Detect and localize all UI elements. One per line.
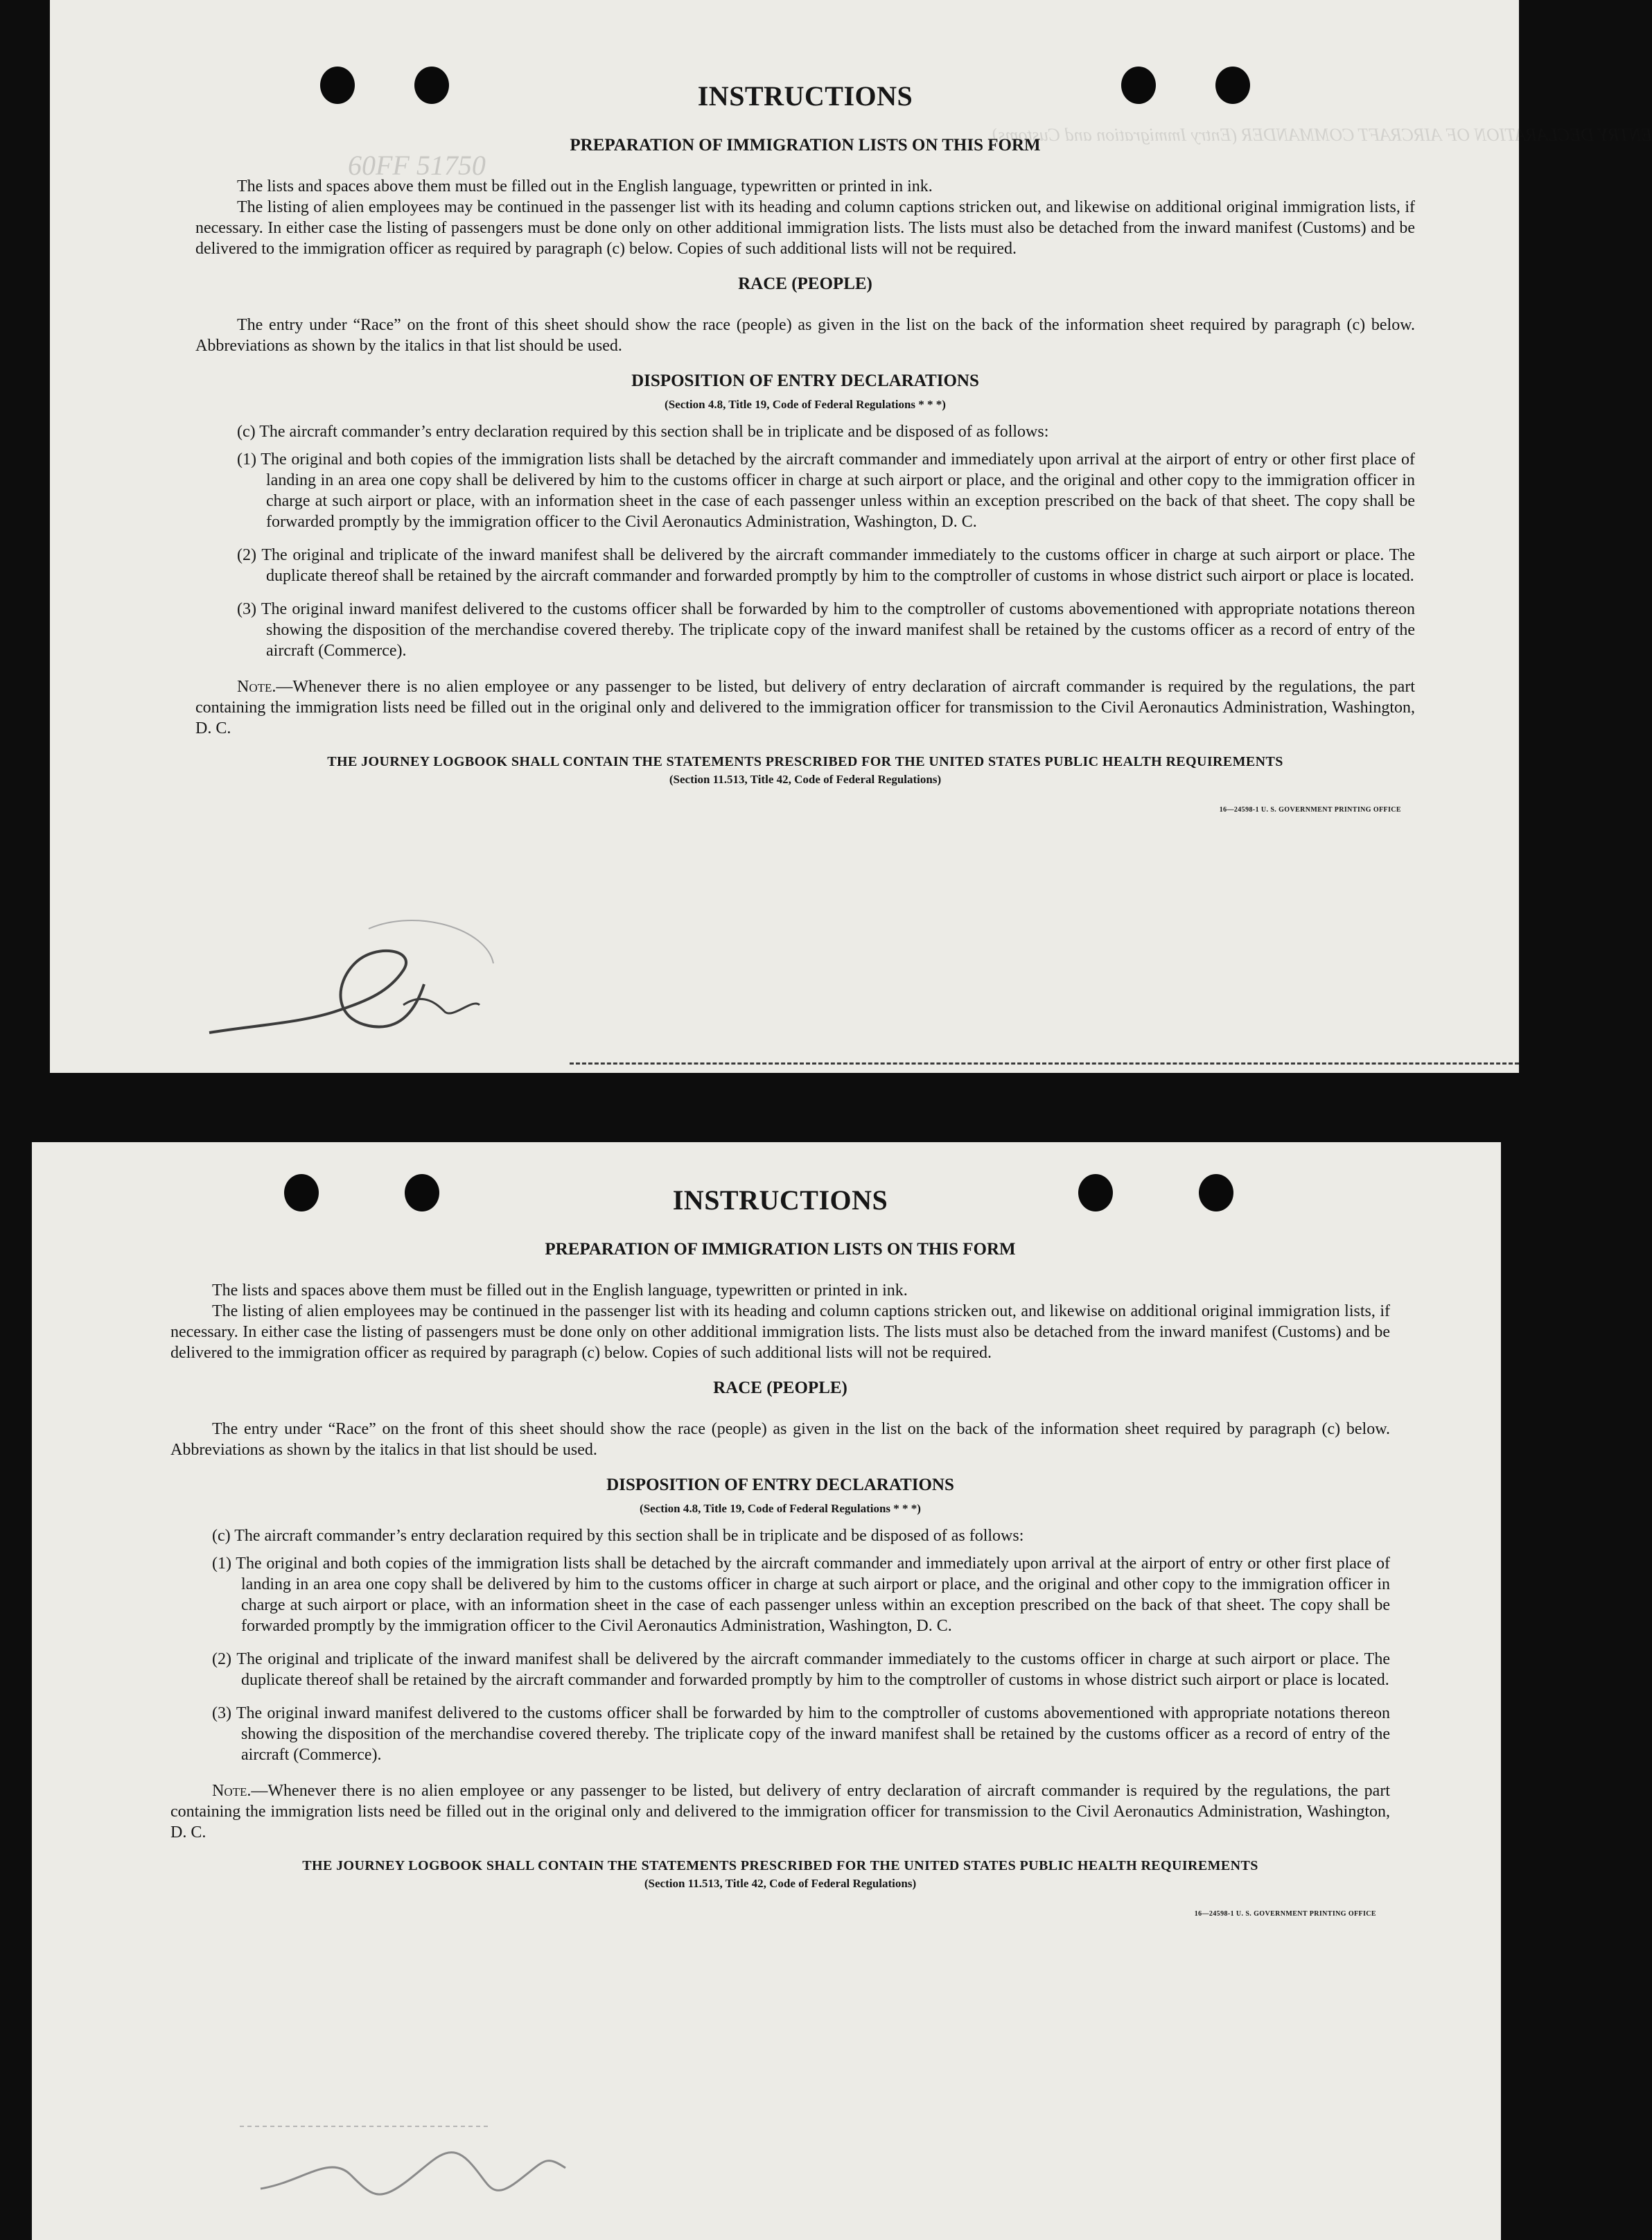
list-item: (2) The original and triplicate of the inward manifest shall be delivered by the aircraft commander immediately to the customs officer in charge at such airport or place. The duplicate thereof shall be retained by the aircraft commander and forwarded promptly by him to the comptroller of customs in whose district such airport or place is located. [212, 1650, 1390, 1689]
section-heading-disposition: DISPOSITION OF ENTRY DECLARATIONS [631, 371, 979, 390]
list-item: (1) The original and both copies of the immigration lists shall be detached by the aircraft commander and immediately upon arrival at the airport of entry or other first place of landing in an area one copy shall be delivered by him to the customs officer in charge at such airport or place, and the original and other copy to the immigration officer in charge at such airport or place, with an information sheet in the case of each passenger unless within an exception prescribed on the back of that sheet. The copy shall be forwarded promptly by the immigration officer to the Civil Aeronautics Administration, Washington, D. C. [237, 450, 1415, 531]
journey-statement: THE JOURNEY LOGBOOK SHALL CONTAIN THE STATEMENTS PRESCRIBED FOR THE UNITED STATES PUBLIC HEALTH REQUIREMENTS [327, 754, 1283, 769]
section-heading-race: RACE (PEOPLE) [713, 1379, 847, 1397]
list-item: (3) The original inward manifest delivered to the customs officer shall be forwarded by him to the comptroller of customs abovementioned with appropriate notations thereon showing the disposition of the merchandise covered thereby. The triplicate copy of the inward manifest shall be retained by the customs officer as a record of entry of the aircraft (Commerce). [237, 600, 1415, 660]
show-through-handwriting: 60FF 51750 [348, 150, 486, 181]
citation: (Section 11.513, Title 42, Code of Federal Regulations) [669, 773, 942, 786]
note-paragraph [195, 676, 1415, 739]
printer-imprint: 16—24598-1 U. S. GOVERNMENT PRINTING OFFICE [1194, 1910, 1376, 1918]
instruction-sheet-top [50, 0, 1652, 1073]
note-label: Note. [237, 678, 276, 696]
note-paragraph [170, 1780, 1390, 1843]
paragraph: The listing of alien employees may be continued in the passenger list with its heading and column captions stricken out, and likewise on additional original immigration lists, if necessary. In either case the listing of passengers must be done only on other additional immigration lists. The lists must also be detached from the inward manifest (Customs) and be delivered to the immigration officer as required by paragraph (c) below. Copies of such additional lists will not be required. [195, 198, 1415, 258]
section-heading-preparation: PREPARATION OF IMMIGRATION LISTS ON THIS FORM [545, 1240, 1016, 1259]
handwritten-signature [240, 2112, 628, 2216]
citation: (Section 4.8, Title 19, Code of Federal Regulations * * *) [665, 398, 946, 411]
journey-statement: THE JOURNEY LOGBOOK SHALL CONTAIN THE STATEMENTS PRESCRIBED FOR THE UNITED STATES PUBLIC HEALTH REQUIREMENTS [302, 1858, 1258, 1873]
show-through-text: ENTRY DECLARATION OF AIRCRAFT COMMANDER (Entry Immigration and Customs) [992, 125, 1652, 145]
citation: (Section 4.8, Title 19, Code of Federal Regulations * * *) [640, 1502, 921, 1515]
paragraph: The entry under “Race” on the front of this sheet should show the race (people) as given in the list on the back of the information sheet required by paragraph (c) below. Abbreviations as shown by the italics in that list should be used. [170, 1420, 1390, 1459]
list-item: (3) The original inward manifest delivered to the customs officer shall be forwarded by him to the comptroller of customs abovementioned with appropriate notations thereon showing the disposition of the merchandise covered thereby. The triplicate copy of the inward manifest shall be retained by the customs officer as a record of entry of the aircraft (Commerce). [212, 1704, 1390, 1764]
section-heading-race: RACE (PEOPLE) [738, 274, 872, 293]
note-text: —Whenever there is no alien employee or any passenger to be listed, but delivery of entry declaration of aircraft commander is required by the regulations, the part containing the immigration lists need be filled out in the original only and delivered to the immigration officer for transmission to the Civil Aeronautics Administration, Washington, D. C. [170, 1782, 1390, 1841]
section-heading-disposition: DISPOSITION OF ENTRY DECLARATIONS [606, 1476, 954, 1494]
citation: (Section 11.513, Title 42, Code of Federal Regulations) [644, 1877, 917, 1890]
section-heading-preparation: PREPARATION OF IMMIGRATION LISTS ON THIS FORM [570, 136, 1041, 155]
paragraph: The lists and spaces above them must be filled out in the English language, typewritten or printed in ink. [237, 177, 933, 195]
list-item: (2) The original and triplicate of the inward manifest shall be delivered by the aircraft commander immediately to the customs officer in charge at such airport or place. The duplicate thereof shall be retained by the aircraft commander and forwarded promptly by him to the comptroller of customs in whose district such airport or place is located. [237, 546, 1415, 585]
paragraph: The listing of alien employees may be continued in the passenger list with its heading and column captions stricken out, and likewise on additional original immigration lists, if necessary. In either case the listing of passengers must be done only on other additional immigration lists. The lists must also be detached from the inward manifest (Customs) and be delivered to the immigration officer as required by paragraph (c) below. Copies of such additional lists will not be required. [170, 1302, 1390, 1362]
page-title: INSTRUCTIONS [697, 80, 913, 112]
paragraph: (c) The aircraft commander’s entry declaration required by this section shall be in triplicate and be disposed of as follows: [237, 423, 1049, 441]
note-text: —Whenever there is no alien employee or any passenger to be listed, but delivery of entry declaration of aircraft commander is required by the regulations, the part containing the immigration lists need be filled out in the original only and delivered to the immigration officer for transmission to the Civil Aeronautics Administration, Washington, D. C. [195, 678, 1415, 737]
printer-imprint: 16—24598-1 U. S. GOVERNMENT PRINTING OFFICE [1219, 806, 1401, 814]
page-title: INSTRUCTIONS [672, 1184, 888, 1216]
note-label: Note. [212, 1782, 252, 1800]
paragraph: The lists and spaces above them must be filled out in the English language, typewritten or printed in ink. [212, 1281, 908, 1300]
instructions-body [195, 80, 1415, 814]
paragraph: The entry under “Race” on the front of this sheet should show the race (people) as given in the list on the back of the information sheet required by paragraph (c) below. Abbreviations as shown by the italics in that list should be used. [195, 316, 1415, 355]
list-item: (1) The original and both copies of the immigration lists shall be detached by the aircraft commander and immediately upon arrival at the airport of entry or other first place of landing in an area one copy shall be delivered by him to the customs officer in charge at such airport or place, and the original and other copy to the immigration officer in charge at such airport or place, with an information sheet in the case of each passenger unless within an exception prescribed on the back of that sheet. The copy shall be forwarded promptly by the immigration officer to the Civil Aeronautics Administration, Washington, D. C. [212, 1555, 1390, 1635]
paragraph: (c) The aircraft commander’s entry declaration required by this section shall be in triplicate and be disposed of as follows: [212, 1527, 1024, 1545]
instruction-sheet-bottom [32, 1142, 1501, 2240]
handwritten-signature [195, 901, 514, 1067]
instructions-body [170, 1184, 1390, 1918]
perforation-line [570, 1062, 1519, 1065]
